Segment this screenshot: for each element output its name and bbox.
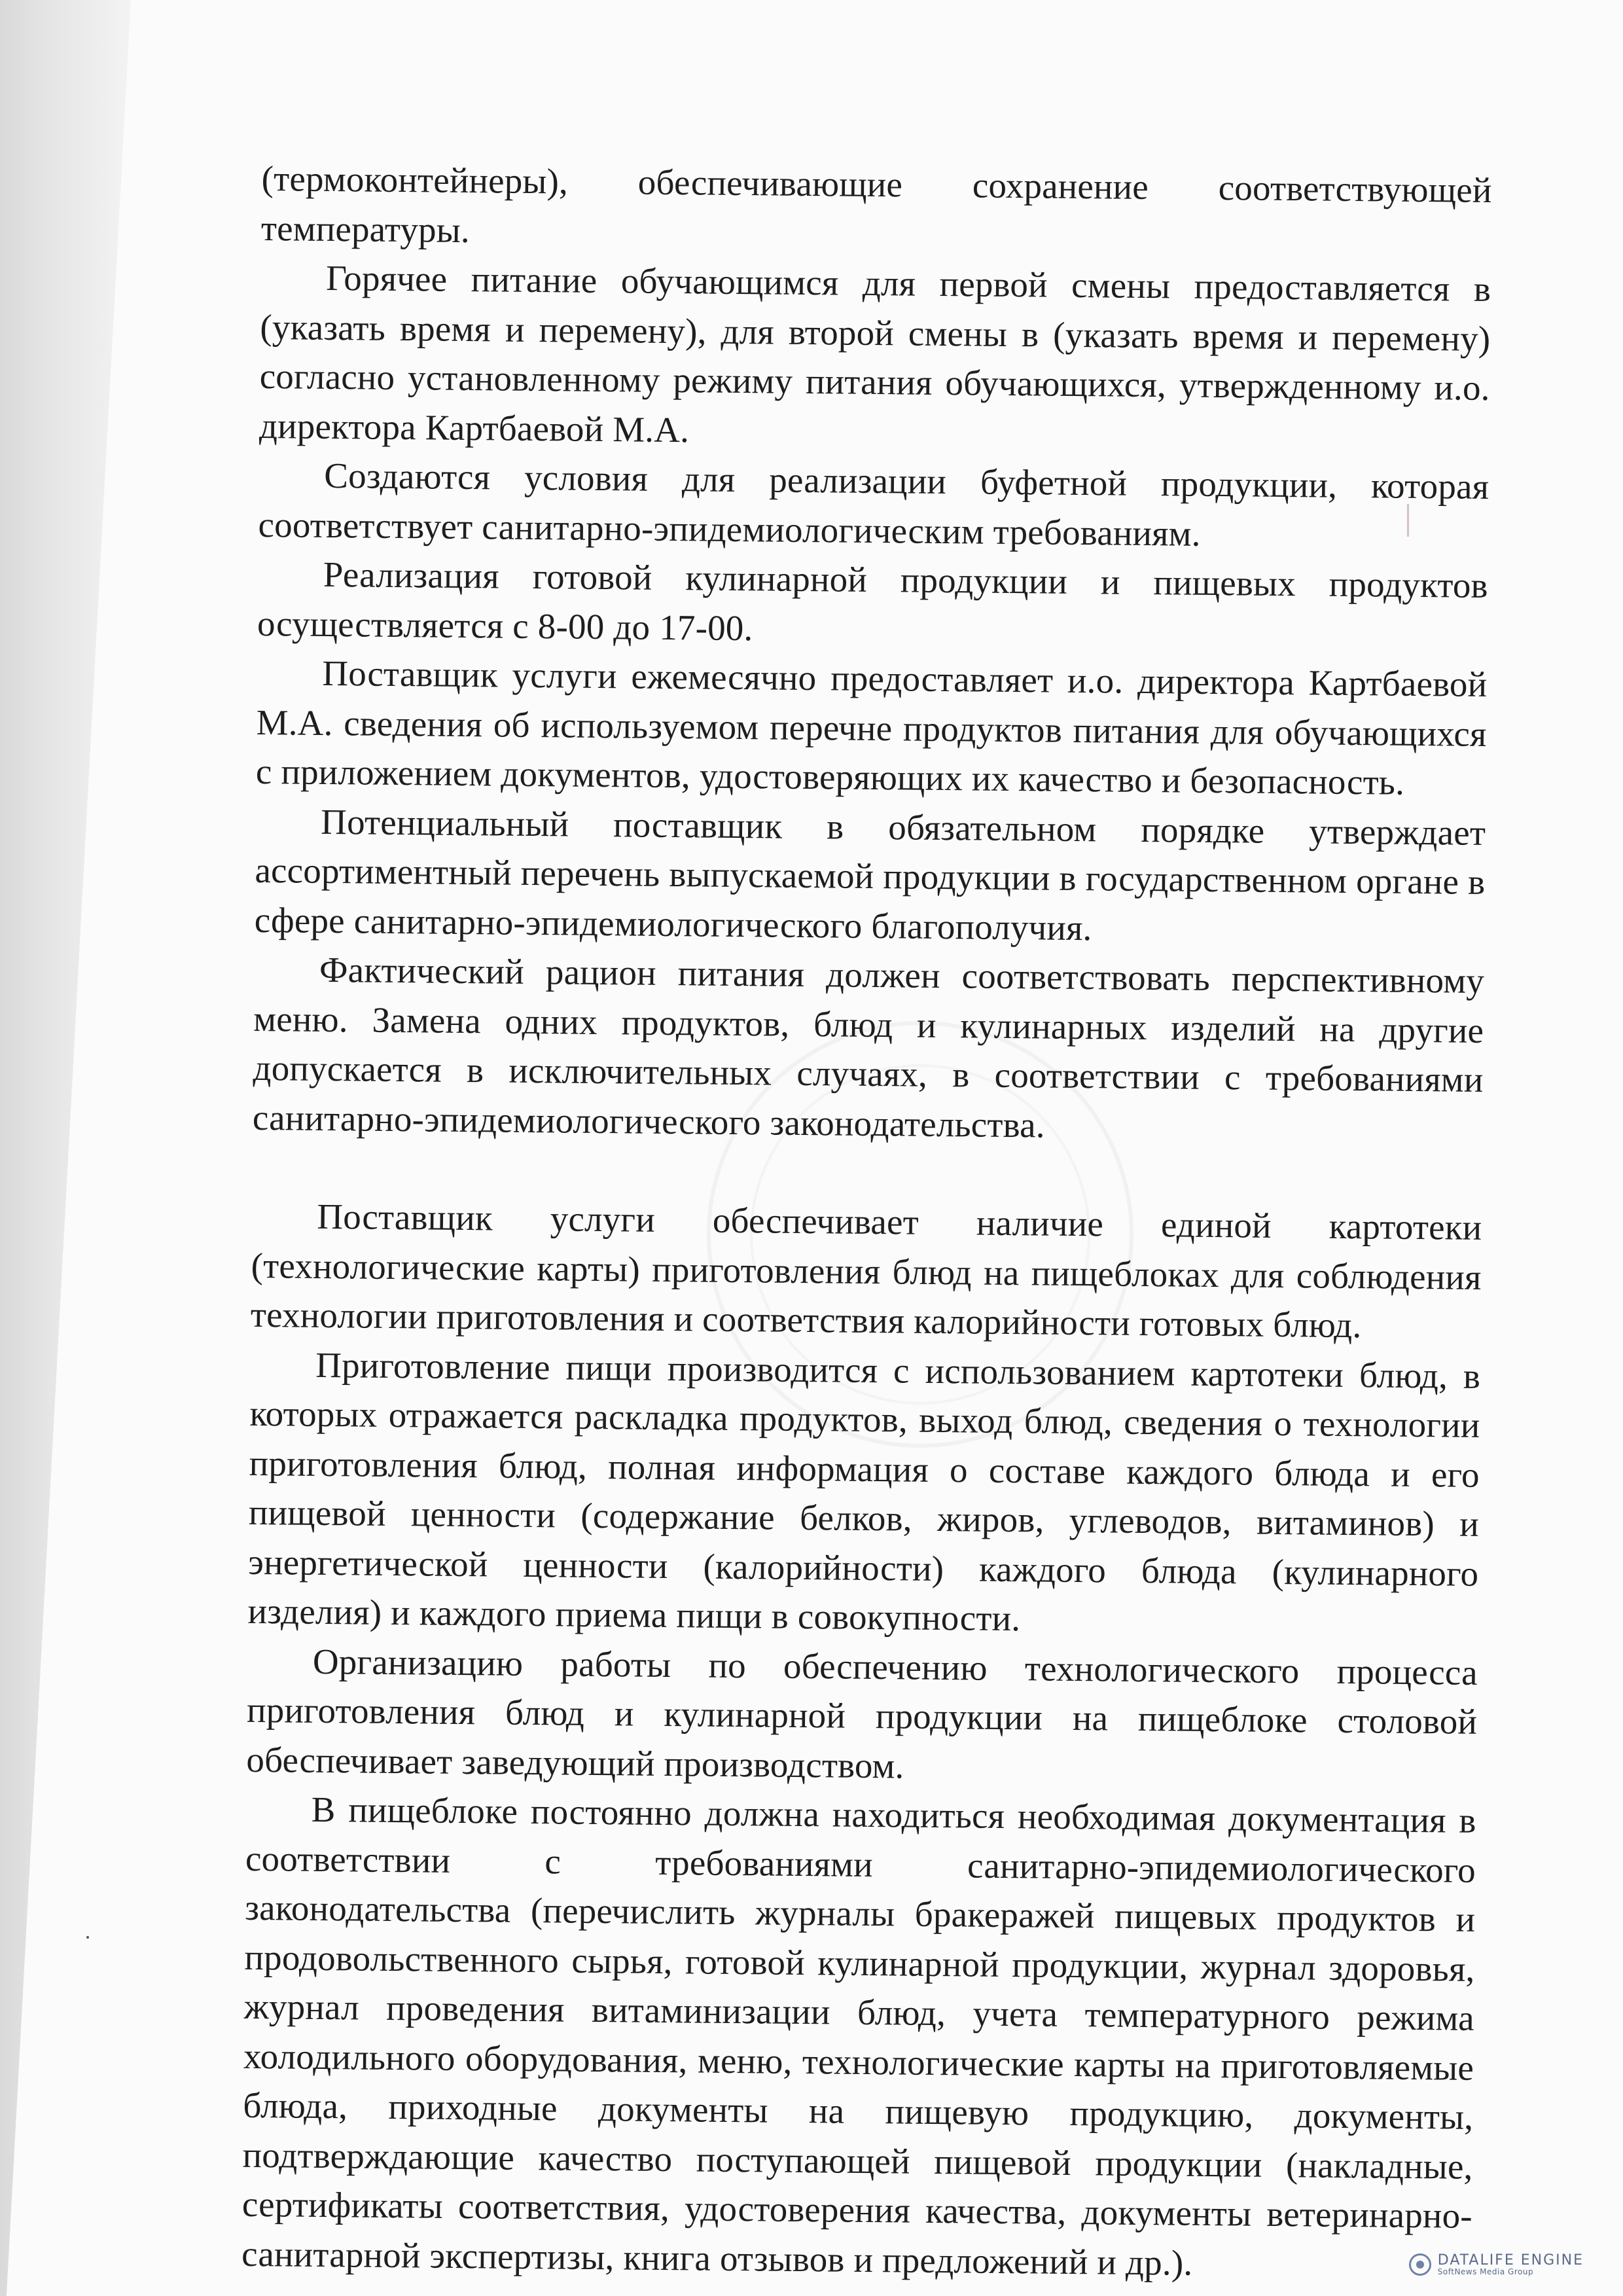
- paragraph: Горячее питание обучающимся для первой смены предоставляется в (указать время и перемену), для второй смены в (указать время и перемену) согласно установленному режиму питания обучающихся, утвержденному и.о. директора Картбаевой М.А.: [259, 257, 1491, 450]
- watermark-text: [1438, 2253, 1584, 2276]
- watermark-name: DATALIFE ENGINE: [1437, 2252, 1584, 2269]
- paragraph: Реализация готовой кулинарной продукции и пищевых продуктов осуществляется с 8-00 до 17-00.: [257, 554, 1489, 648]
- datalife-logo-icon: [1409, 2253, 1431, 2276]
- paragraph: Фактический рацион питания должен соответствовать перспективному меню. Замена одних продуктов, блюд и кулинарных изделий на другие допускается в исключительных случаях, в соответствии с требованиями санитарно-эпидемиологического законодательства.: [252, 949, 1485, 1145]
- paragraph: Поставщик услуги обеспечивает наличие единой картотеки (технологические карты) приготовления блюд на пищеблоках для соблюдения технологии приготовления и соответствия калорийности готовых блюд.: [250, 1196, 1482, 1346]
- paragraph: (термоконтейнеры), обеспечивающие сохранение соответствующей температуры.: [260, 158, 1492, 250]
- paragraph: Создаются условия для реализации буфетной продукции, которая соответствует санитарно-эпидемиологическим требованиям.: [258, 455, 1489, 554]
- dust-speck: [86, 1936, 89, 1939]
- watermark-subtitle: SoftNews Media Group: [1437, 2267, 1534, 2277]
- paragraph: Поставщик услуги ежемесячно предоставляет и.о. директора Картбаевой М.А. сведения об используемом перечне продуктов питания для обучающихся с приложением документов, удостоверяющих их качество и безопасность.: [255, 653, 1488, 802]
- watermark-logo: [1409, 2253, 1584, 2276]
- paragraph: В пищеблоке постоянно должна находиться необходимая документация в соответствии с требованиями санитарно-эпидемиологического законодательства (перечислить журналы бракеражей пищевых продуктов и продовольственного сырья, готовой кулинарной продукции, журнал здоровья, журнал проведения витаминизации блюд, учета температурного режима холодильного оборудования, меню, технологические карты на приготовляемые блюда, приходные документы на пищевую продукцию, документы, подтверждающие качество поступающей пищевой продукции (накладные, сертификаты соответствия, удостоверения качества, документы ветеринарно-санитарной экспертизы, книга отзывов и предложений и др.).: [241, 1789, 1476, 2283]
- paragraph: Приготовление пищи производится с использованием картотеки блюд, в которых отражается раскладка продуктов, выход блюд, сведения о технологии приготовления блюд, полная информация о составе каждого блюда и его пищевой ценности (содержание белков, жиров, углеводов, витаминов) и энергетической ценности (калорийности) каждого блюда (кулинарного изделия) и каждого приема пищи в совокупности.: [247, 1344, 1481, 1639]
- document-body: [241, 154, 1492, 2290]
- paragraph: Потенциальный поставщик в обязательном порядке утверждает ассортиментный перечень выпускаемой продукции в государственном органе в сфере санитарно-эпидемиологического благополучия.: [254, 801, 1486, 948]
- paragraph: Организацию работы по обеспечению технологического процесса приготовления блюд и кулинарной продукции на пищеблоке столовой обеспечивает заведующий производством.: [246, 1641, 1478, 1786]
